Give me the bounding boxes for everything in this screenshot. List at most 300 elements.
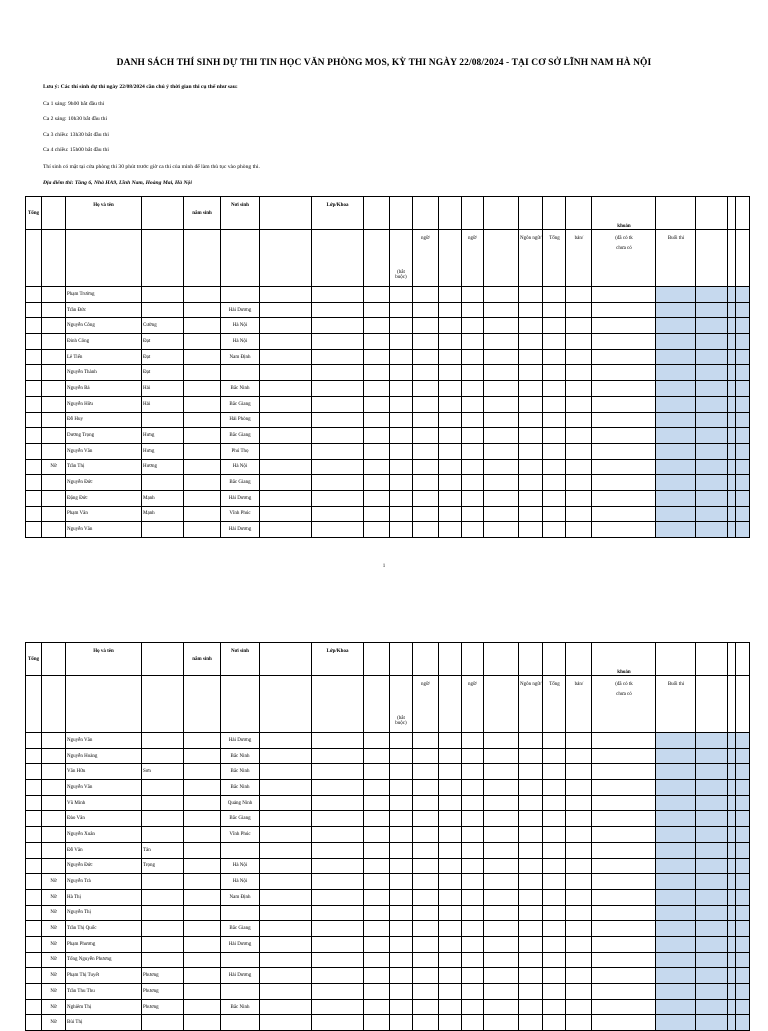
table-cell xyxy=(260,936,312,952)
table-cell xyxy=(592,936,656,952)
table-cell xyxy=(566,936,592,952)
table-cell xyxy=(413,506,439,522)
table-cell xyxy=(184,365,221,381)
noi-sinh-cell: Bắc Giang xyxy=(229,480,251,486)
table-cell xyxy=(543,475,566,491)
table-cell xyxy=(728,999,736,1015)
table-cell xyxy=(656,412,696,428)
table-cell xyxy=(66,318,142,334)
table-cell xyxy=(728,318,736,334)
table-cell xyxy=(696,459,728,475)
table-cell xyxy=(413,811,439,827)
header-cell xyxy=(260,643,312,676)
table-cell xyxy=(66,396,142,412)
table-cell xyxy=(312,889,364,905)
table-cell xyxy=(736,349,750,365)
header-ngu-2: ngữ/ xyxy=(467,682,478,687)
table-cell xyxy=(142,811,184,827)
table-cell xyxy=(184,733,221,749)
header-cell xyxy=(543,643,566,676)
table-cell xyxy=(413,349,439,365)
table-cell xyxy=(592,842,656,858)
table-cell xyxy=(656,459,696,475)
table-cell xyxy=(390,827,413,843)
table-cell xyxy=(312,396,364,412)
table-cell xyxy=(390,475,413,491)
header-tong: Tổng xyxy=(27,656,40,662)
table-row xyxy=(26,443,750,459)
table-cell xyxy=(260,302,312,318)
table-cell xyxy=(312,968,364,984)
table-row xyxy=(26,318,750,334)
header-cell xyxy=(696,197,728,230)
table-cell xyxy=(260,349,312,365)
table-cell xyxy=(312,936,364,952)
table-cell xyxy=(728,858,736,874)
table-cell xyxy=(42,459,66,475)
header-cell xyxy=(26,676,42,733)
table-cell xyxy=(413,936,439,952)
table-cell xyxy=(439,475,462,491)
table-cell xyxy=(519,780,543,796)
header-da-co: (đã có tk xyxy=(615,682,633,687)
table-cell xyxy=(142,748,184,764)
table-cell xyxy=(728,780,736,796)
noi-sinh-cell: Hà Nội xyxy=(232,879,248,885)
table-cell xyxy=(484,764,519,780)
table-cell xyxy=(221,968,260,984)
header-cell xyxy=(736,197,750,230)
table-cell xyxy=(390,968,413,984)
table-cell xyxy=(221,905,260,921)
table-cell xyxy=(26,874,42,890)
table-cell xyxy=(566,365,592,381)
table-cell xyxy=(484,365,519,381)
ho-dem-cell: Nguyễn Đức xyxy=(67,863,93,869)
table-cell xyxy=(26,412,42,428)
table-cell xyxy=(312,506,364,522)
table-cell xyxy=(656,365,696,381)
table-cell xyxy=(696,490,728,506)
table-cell xyxy=(390,381,413,397)
noi-sinh-cell: Vĩnh Phúc xyxy=(229,511,251,517)
table-cell xyxy=(439,921,462,937)
table-cell xyxy=(184,827,221,843)
table-cell xyxy=(462,764,484,780)
table-cell xyxy=(592,780,656,796)
table-cell xyxy=(221,302,260,318)
table-cell xyxy=(26,795,42,811)
table-cell xyxy=(142,858,184,874)
table-cell xyxy=(462,874,484,890)
table-cell xyxy=(142,733,184,749)
table-cell xyxy=(696,1015,728,1031)
table-cell xyxy=(26,952,42,968)
table-cell xyxy=(656,952,696,968)
table-cell xyxy=(364,522,390,538)
table-cell xyxy=(221,999,260,1015)
table-cell xyxy=(566,459,592,475)
table-cell xyxy=(312,522,364,538)
table-cell xyxy=(736,381,750,397)
table-cell xyxy=(736,921,750,937)
gender-cell: Nữ xyxy=(50,894,57,900)
header-cell xyxy=(696,676,728,733)
ho-dem-cell: Vũ Minh xyxy=(67,800,86,806)
table-cell xyxy=(439,459,462,475)
table-cell xyxy=(26,811,42,827)
table-cell xyxy=(413,858,439,874)
table-cell xyxy=(66,334,142,350)
noi-sinh-cell: Hải Dương xyxy=(228,737,252,743)
table-cell xyxy=(221,811,260,827)
table-cell xyxy=(656,302,696,318)
table-row xyxy=(26,889,750,905)
header-cell xyxy=(519,197,543,230)
header-cell xyxy=(184,197,221,230)
table-cell xyxy=(413,968,439,984)
header-tong-2: Tổng xyxy=(549,236,560,241)
table-cell xyxy=(26,780,42,796)
table-cell xyxy=(696,795,728,811)
table-cell xyxy=(462,858,484,874)
table-cell xyxy=(142,302,184,318)
table-cell xyxy=(413,381,439,397)
table-cell xyxy=(312,381,364,397)
header-cell xyxy=(462,230,484,287)
table-cell xyxy=(736,412,750,428)
table-cell xyxy=(42,443,66,459)
note-arrival: Thí sinh có mặt tại cửa phòng thi 30 phút trước giờ ca thi của mình để làm thủ tục vào phòng thi. xyxy=(43,164,260,170)
table-cell xyxy=(184,349,221,365)
table-cell xyxy=(260,984,312,1000)
table-cell xyxy=(462,827,484,843)
table-cell xyxy=(728,396,736,412)
header-cell xyxy=(519,643,543,676)
table-cell xyxy=(566,349,592,365)
note-shift-1: Ca 1 sáng: 9h00 bắt đầu thi xyxy=(43,101,105,107)
table-cell xyxy=(592,381,656,397)
ho-dem-cell: Nguyễn Đức xyxy=(67,480,93,486)
table-cell xyxy=(484,858,519,874)
table-cell xyxy=(592,905,656,921)
table-cell xyxy=(543,733,566,749)
table-cell xyxy=(221,349,260,365)
table-cell xyxy=(312,475,364,491)
table-cell xyxy=(462,349,484,365)
table-cell xyxy=(42,968,66,984)
header-cell xyxy=(364,197,390,230)
table-cell xyxy=(543,999,566,1015)
table-cell xyxy=(656,490,696,506)
table-cell xyxy=(736,764,750,780)
note-shift-3: Ca 3 chiều: 13h30 bắt đầu thi xyxy=(43,132,109,138)
table-cell xyxy=(696,396,728,412)
table-row xyxy=(26,459,750,475)
ho-dem-cell: Hà Thị xyxy=(67,894,81,900)
table-cell xyxy=(221,780,260,796)
table-cell xyxy=(696,842,728,858)
header-cell xyxy=(519,230,543,287)
table-cell xyxy=(364,936,390,952)
table-cell xyxy=(543,349,566,365)
table-cell xyxy=(66,506,142,522)
table-cell xyxy=(364,318,390,334)
ten-cell: Đạt xyxy=(143,354,151,360)
table-cell xyxy=(390,795,413,811)
table-cell xyxy=(221,889,260,905)
table-cell xyxy=(413,748,439,764)
table-cell xyxy=(260,412,312,428)
table-row xyxy=(26,412,750,428)
table-cell xyxy=(364,842,390,858)
ho-dem-cell: Bùi Thị xyxy=(67,1020,83,1026)
ho-dem-cell: Đỗ Huy xyxy=(67,417,83,423)
gender-cell: Nữ xyxy=(50,1020,57,1026)
table-cell xyxy=(462,443,484,459)
table-cell xyxy=(484,302,519,318)
table-cell xyxy=(696,984,728,1000)
table-cell xyxy=(221,381,260,397)
table-cell xyxy=(656,936,696,952)
header-buoi-thi: Buổi thi xyxy=(667,682,685,687)
table-cell xyxy=(221,874,260,890)
table-cell xyxy=(736,905,750,921)
table-cell xyxy=(519,490,543,506)
table-cell xyxy=(42,428,66,444)
table-cell xyxy=(413,475,439,491)
table-cell xyxy=(66,936,142,952)
table-cell xyxy=(142,428,184,444)
table-cell xyxy=(26,334,42,350)
table-cell xyxy=(390,334,413,350)
header-cell xyxy=(42,643,66,676)
table-cell xyxy=(364,968,390,984)
ho-dem-cell: Văn Hữu xyxy=(67,769,86,775)
table-cell xyxy=(66,780,142,796)
table-cell xyxy=(566,1015,592,1031)
header-cell xyxy=(696,230,728,287)
table-cell xyxy=(439,490,462,506)
table-cell xyxy=(413,764,439,780)
table-cell xyxy=(364,287,390,303)
table-row xyxy=(26,936,750,952)
table-cell xyxy=(66,365,142,381)
table-cell xyxy=(656,780,696,796)
table-cell xyxy=(390,1015,413,1031)
table-cell xyxy=(260,490,312,506)
table-cell xyxy=(519,381,543,397)
table-cell xyxy=(390,905,413,921)
table-cell xyxy=(184,874,221,890)
ho-dem-cell: Nguyễn Thành xyxy=(67,370,97,376)
table-cell xyxy=(592,396,656,412)
table-cell xyxy=(484,968,519,984)
table-cell xyxy=(519,428,543,444)
table-cell xyxy=(390,522,413,538)
table-cell xyxy=(656,443,696,459)
table-cell xyxy=(736,475,750,491)
table-cell xyxy=(566,506,592,522)
table-cell xyxy=(728,874,736,890)
table-cell xyxy=(184,412,221,428)
table-cell xyxy=(439,780,462,796)
header-cell xyxy=(413,230,439,287)
table-cell xyxy=(221,506,260,522)
table-cell xyxy=(462,522,484,538)
table-cell xyxy=(543,968,566,984)
table-cell xyxy=(736,984,750,1000)
table-cell xyxy=(656,999,696,1015)
table-cell xyxy=(221,459,260,475)
table-cell xyxy=(260,381,312,397)
table-cell xyxy=(42,365,66,381)
table-cell xyxy=(390,428,413,444)
ho-dem-cell: Đinh Công xyxy=(67,338,90,344)
table-cell xyxy=(312,764,364,780)
gender-cell: Nữ xyxy=(50,464,57,470)
noi-sinh-cell: Bắc Giang xyxy=(229,401,251,407)
table-cell xyxy=(66,459,142,475)
table-cell xyxy=(519,874,543,890)
table-cell xyxy=(439,764,462,780)
table-cell xyxy=(142,764,184,780)
table-cell xyxy=(736,858,750,874)
table-cell xyxy=(221,748,260,764)
header-cell xyxy=(42,676,66,733)
table-cell xyxy=(260,318,312,334)
table-cell xyxy=(592,318,656,334)
header-cell xyxy=(221,676,260,733)
table-cell xyxy=(566,952,592,968)
noi-sinh-cell: Bắc Giang xyxy=(229,926,251,932)
table-cell xyxy=(519,842,543,858)
table-cell xyxy=(696,318,728,334)
table-cell xyxy=(566,811,592,827)
table-cell xyxy=(736,842,750,858)
table-cell xyxy=(42,905,66,921)
table-cell xyxy=(142,874,184,890)
table-cell xyxy=(26,490,42,506)
table-cell xyxy=(519,318,543,334)
table-cell xyxy=(390,780,413,796)
table-cell xyxy=(728,764,736,780)
table-cell xyxy=(439,349,462,365)
table-cell xyxy=(42,842,66,858)
header-ban: bản/ xyxy=(574,682,584,687)
header-cell xyxy=(221,230,260,287)
table-cell xyxy=(42,1015,66,1031)
note-shift-2: Ca 2 sáng: 10h30 bắt đầu thi xyxy=(43,116,108,122)
header-cell xyxy=(462,197,484,230)
table-cell xyxy=(543,522,566,538)
ho-dem-cell: Đặng Đức xyxy=(67,495,88,501)
table-cell xyxy=(592,522,656,538)
table-cell xyxy=(390,443,413,459)
table-cell xyxy=(566,999,592,1015)
table-cell xyxy=(260,506,312,522)
table-cell xyxy=(390,302,413,318)
table-cell xyxy=(696,334,728,350)
table-cell xyxy=(142,522,184,538)
table-cell xyxy=(184,858,221,874)
noi-sinh-cell: Hà Nội xyxy=(232,323,248,329)
table-cell xyxy=(184,905,221,921)
note-location: Địa điểm thi: Tầng 6, Nhà HA9, Lĩnh Nam, Hoàng Mai, Hà Nội xyxy=(43,180,192,186)
ho-dem-cell: Lê Tiến xyxy=(67,354,83,360)
table-cell xyxy=(736,443,750,459)
table-cell xyxy=(66,412,142,428)
ho-dem-cell: Tống Nguyễn Phương xyxy=(67,957,112,963)
table-cell xyxy=(26,365,42,381)
table-cell xyxy=(364,302,390,318)
table-cell xyxy=(364,412,390,428)
table-cell xyxy=(439,999,462,1015)
noi-sinh-cell: Quảng Ninh xyxy=(227,800,253,806)
table-cell xyxy=(566,287,592,303)
table-cell xyxy=(26,936,42,952)
table-cell xyxy=(484,999,519,1015)
table-cell xyxy=(184,459,221,475)
table-cell xyxy=(728,936,736,952)
table-cell xyxy=(312,905,364,921)
table-cell xyxy=(519,905,543,921)
ten-cell: Cường xyxy=(143,323,157,329)
ho-dem-cell: Nguyễn Văn xyxy=(67,527,93,533)
table-cell xyxy=(592,490,656,506)
table-cell xyxy=(592,733,656,749)
table-cell xyxy=(543,811,566,827)
header-cell xyxy=(260,676,312,733)
table-cell xyxy=(142,349,184,365)
header-cell xyxy=(543,230,566,287)
table-cell xyxy=(26,889,42,905)
ten-cell: Hải xyxy=(143,401,151,407)
table-cell xyxy=(26,968,42,984)
table-cell xyxy=(462,952,484,968)
header-ho-ten: Họ và tên xyxy=(93,649,114,654)
table-cell xyxy=(221,412,260,428)
ho-dem-cell: Nguyễn Văn xyxy=(67,784,93,790)
header-cell xyxy=(312,676,364,733)
table-cell xyxy=(260,889,312,905)
table-cell xyxy=(462,490,484,506)
header-cell xyxy=(736,643,750,676)
header-cell xyxy=(66,230,142,287)
table-cell xyxy=(519,396,543,412)
table-cell xyxy=(728,827,736,843)
table-cell xyxy=(364,396,390,412)
table-cell xyxy=(519,506,543,522)
table-cell xyxy=(184,764,221,780)
table-cell xyxy=(260,365,312,381)
table-cell xyxy=(656,764,696,780)
table-cell xyxy=(312,827,364,843)
table-cell xyxy=(566,889,592,905)
table-cell xyxy=(566,795,592,811)
table-cell xyxy=(260,999,312,1015)
table-cell xyxy=(413,302,439,318)
table-cell xyxy=(519,921,543,937)
table-cell xyxy=(26,506,42,522)
table-cell xyxy=(656,889,696,905)
header-cell xyxy=(566,643,592,676)
table-cell xyxy=(221,952,260,968)
table-cell xyxy=(656,795,696,811)
table-cell xyxy=(260,842,312,858)
noi-sinh-cell: Hải Phòng xyxy=(229,417,251,423)
table-cell xyxy=(543,780,566,796)
